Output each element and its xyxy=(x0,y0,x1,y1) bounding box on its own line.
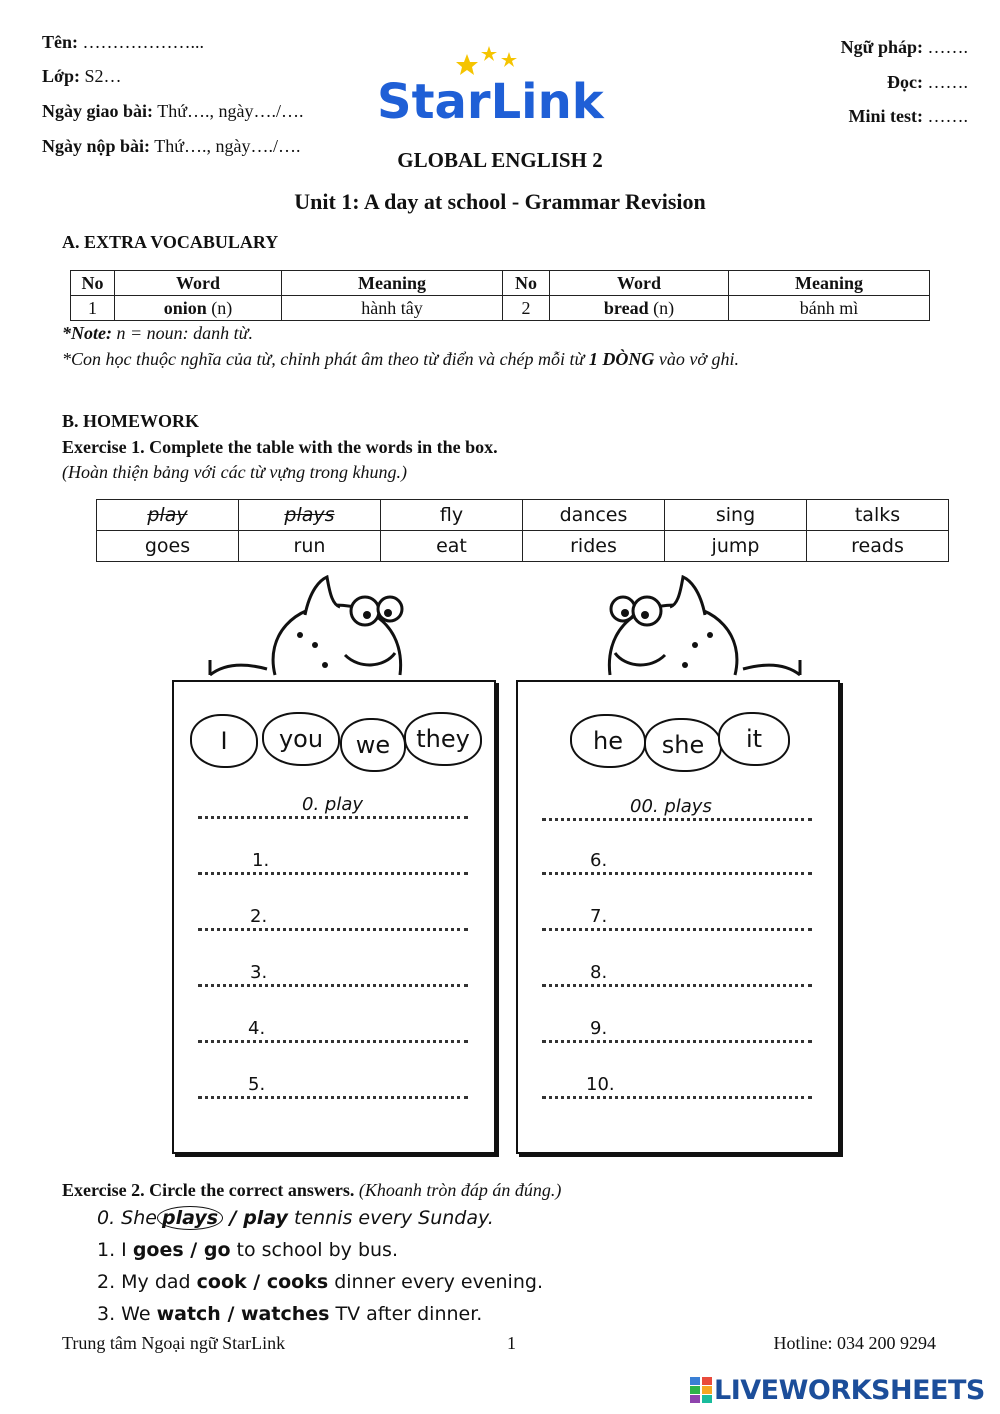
answer-line-label: 00. plays xyxy=(630,796,712,817)
class-field xyxy=(42,66,122,87)
exercise2-subtitle: (Khoanh tròn đáp án đúng.) xyxy=(358,1180,562,1200)
liveworksheets-watermark xyxy=(690,1374,985,1406)
word-cell: run xyxy=(239,531,381,562)
word-cell: fly xyxy=(381,500,523,531)
watermark-text: LIVEWORKSHEETS xyxy=(714,1374,985,1406)
submit-date-label: Ngày nộp bài: xyxy=(42,136,151,156)
answer-line[interactable] xyxy=(542,1040,812,1043)
footer-center-name: Trung tâm Ngoại ngữ StarLink xyxy=(62,1333,286,1353)
answer-line-label: 9. xyxy=(590,1018,608,1039)
instruction-emphasis: 1 DÒNG xyxy=(588,349,655,369)
answer-line[interactable] xyxy=(198,872,468,875)
col-word-2: Word xyxy=(550,271,729,296)
question-3 xyxy=(97,1303,482,1325)
answer-line[interactable] xyxy=(542,872,812,875)
cell-no: 1 xyxy=(71,296,115,321)
grammar-value: ……. xyxy=(927,37,968,57)
answer-line-label: 6. xyxy=(590,850,608,871)
cloud-pronoun: she xyxy=(644,718,722,772)
word-cell xyxy=(97,500,239,531)
col-meaning-2: Meaning xyxy=(729,271,930,296)
answer-line[interactable] xyxy=(198,816,468,819)
answer-line-label: 10. xyxy=(586,1074,615,1095)
vocab-instruction xyxy=(62,349,739,370)
question-text: 2. My dad xyxy=(97,1271,197,1293)
question-text: TV after dinner. xyxy=(329,1303,483,1325)
exercise2-title: Exercise 2. Circle the correct answers. xyxy=(62,1180,355,1200)
instruction-text: *Con học thuộc nghĩa của từ, chỉnh phát âm theo từ điển và chép mỗi từ xyxy=(62,349,585,369)
assign-date-label: Ngày giao bài: xyxy=(42,101,154,121)
note-line xyxy=(62,323,253,344)
fish-left-icon xyxy=(205,575,435,683)
question-text: to school by bus. xyxy=(230,1239,398,1261)
question-0 xyxy=(97,1207,494,1229)
col-no: No xyxy=(71,271,115,296)
name-field xyxy=(42,32,204,53)
choice-option[interactable]: play xyxy=(243,1207,288,1229)
fish-right-icon xyxy=(575,575,805,683)
cell-no: 2 xyxy=(503,296,550,321)
choice-separator: / xyxy=(183,1239,204,1261)
name-value: ………………... xyxy=(82,32,204,52)
exercise1-title: Exercise 1. Complete the table with the words in the box. xyxy=(62,437,498,457)
note-label: *Note: xyxy=(62,323,112,343)
word-cell: rides xyxy=(523,531,665,562)
minitest-score xyxy=(849,106,968,127)
answer-line[interactable] xyxy=(198,1096,468,1099)
exercise1-subtitle: (Hoàn thiện bảng với các từ vựng trong khung.) xyxy=(62,462,408,482)
word-cell: dances xyxy=(523,500,665,531)
question-text: dinner every evening. xyxy=(328,1271,543,1293)
vocab-heading: A. EXTRA VOCABULARY xyxy=(62,232,279,252)
word-text: onion xyxy=(163,297,207,318)
word-cell: goes xyxy=(97,531,239,562)
vocab-header-row xyxy=(71,271,930,296)
assign-date-field xyxy=(42,101,303,122)
answer-line[interactable] xyxy=(198,1040,468,1043)
choice-option[interactable]: watches xyxy=(241,1303,330,1325)
logo-stars-icon xyxy=(375,44,625,128)
class-value: S2… xyxy=(84,66,122,86)
logo-text: StarLink xyxy=(377,74,604,128)
course-title: GLOBAL ENGLISH 2 xyxy=(397,148,603,172)
cell-word xyxy=(550,296,729,321)
choice-option[interactable]: goes xyxy=(132,1239,184,1261)
cloud-pronoun: they xyxy=(404,712,482,766)
reading-value: ……. xyxy=(927,72,968,92)
pos-text: (n) xyxy=(653,297,675,318)
cloud-pronoun: we xyxy=(340,718,406,772)
pos-text: (n) xyxy=(211,297,233,318)
grammar-label: Ngữ pháp: xyxy=(840,37,923,57)
word-cell: jump xyxy=(665,531,807,562)
name-label: Tên: xyxy=(42,32,78,52)
choice-option[interactable]: go xyxy=(203,1239,231,1261)
word-cell xyxy=(239,500,381,531)
word-cell: talks xyxy=(807,500,949,531)
word-box-row xyxy=(97,500,949,531)
choice-separator: / xyxy=(246,1271,267,1293)
instruction-end: vào vở ghi. xyxy=(658,349,739,369)
answer-line[interactable] xyxy=(198,984,468,987)
submit-date-value: Thứ…., ngày…./…. xyxy=(154,136,301,156)
assign-date-value: Thứ…., ngày…./…. xyxy=(157,101,304,121)
answer-line-label: 0. play xyxy=(302,794,364,815)
answer-line-label: 2. xyxy=(250,906,268,927)
cloud-pronoun: you xyxy=(262,712,340,766)
cloud-pronoun: I xyxy=(190,714,258,768)
cell-word xyxy=(115,296,282,321)
choice-separator: / xyxy=(220,1303,241,1325)
word-used: plays xyxy=(284,504,335,526)
answer-line-label: 5. xyxy=(248,1074,266,1095)
col-meaning: Meaning xyxy=(282,271,503,296)
choice-option[interactable]: cooks xyxy=(266,1271,329,1293)
exercise2-heading xyxy=(62,1180,561,1201)
vocab-table xyxy=(70,270,930,321)
word-cell: sing xyxy=(665,500,807,531)
word-used: play xyxy=(147,504,188,526)
choice-circled[interactable]: plays xyxy=(157,1206,223,1230)
word-box xyxy=(96,499,949,562)
answer-line[interactable] xyxy=(542,984,812,987)
table-row xyxy=(71,296,930,321)
minitest-label: Mini test: xyxy=(848,106,923,126)
question-text: 3. We xyxy=(97,1303,157,1325)
cloud-pronoun: it xyxy=(718,712,790,766)
footer-hotline: Hotline: 034 200 9294 xyxy=(773,1333,936,1353)
question-text: 0. She xyxy=(97,1207,157,1229)
grammar-score xyxy=(841,37,968,58)
word-text: bread xyxy=(603,297,649,318)
answer-line-label: 3. xyxy=(250,962,268,983)
reading-score xyxy=(887,72,968,93)
liveworksheets-logo-icon xyxy=(690,1377,712,1403)
minitest-value: ……. xyxy=(927,106,968,126)
class-label: Lớp: xyxy=(42,66,80,86)
note-text: n = noun: danh từ. xyxy=(116,323,253,343)
starlink-logo xyxy=(375,44,625,128)
answer-line[interactable] xyxy=(542,928,812,931)
homework-heading: B. HOMEWORK xyxy=(62,411,200,431)
answer-line-label: 4. xyxy=(248,1018,266,1039)
word-box-row xyxy=(97,531,949,562)
unit-title: Unit 1: A day at school - Grammar Revision xyxy=(294,189,706,214)
question-text: tennis every Sunday. xyxy=(287,1207,494,1229)
choice-option[interactable]: watch xyxy=(156,1303,221,1325)
choice-separator: / xyxy=(223,1207,244,1229)
reading-label: Đọc: xyxy=(887,72,923,92)
question-2 xyxy=(97,1271,543,1293)
answer-line[interactable] xyxy=(198,928,468,931)
choice-option[interactable]: cook xyxy=(196,1271,247,1293)
cell-meaning: bánh mì xyxy=(729,296,930,321)
answer-line[interactable] xyxy=(542,818,812,821)
col-no-2: No xyxy=(503,271,550,296)
answer-line[interactable] xyxy=(542,1096,812,1099)
cell-meaning: hành tây xyxy=(282,296,503,321)
cloud-pronoun: he xyxy=(570,714,646,768)
word-cell: reads xyxy=(807,531,949,562)
word-cell: eat xyxy=(381,531,523,562)
answer-line-label: 1. xyxy=(252,850,270,871)
answer-line-label: 8. xyxy=(590,962,608,983)
col-word: Word xyxy=(115,271,282,296)
question-text: 1. I xyxy=(97,1239,133,1261)
answer-line-label: 7. xyxy=(590,906,608,927)
question-1 xyxy=(97,1239,398,1261)
page-number: 1 xyxy=(507,1333,516,1353)
